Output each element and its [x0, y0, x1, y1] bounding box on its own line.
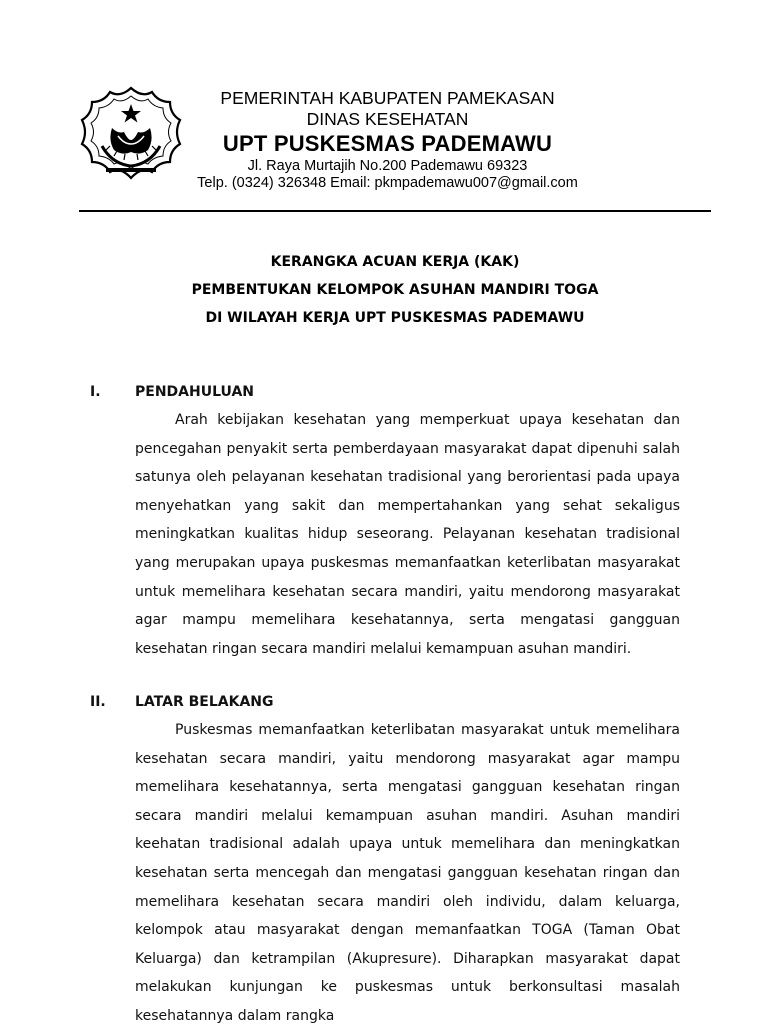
- contact-line: Telp. (0324) 326348 Email: pkmpademawu007@gmail.com: [197, 175, 578, 191]
- section-number: I.: [90, 384, 101, 400]
- section-heading: [90, 380, 680, 404]
- document-title-block: [80, 248, 710, 332]
- organization-block: [190, 88, 585, 192]
- document-subtitle: PEMBENTUKAN KELOMPOK ASUHAN MANDIRI TOGA: [191, 282, 599, 298]
- letterhead-divider: [79, 210, 711, 212]
- letterhead: [0, 0, 768, 215]
- section-pendahuluan: [90, 380, 680, 663]
- section-title: PENDAHULUAN: [135, 384, 254, 400]
- section-heading: [90, 690, 680, 714]
- address-line: Jl. Raya Murtajih No.200 Pademawu 69323: [247, 158, 528, 174]
- document-subtitle-location: DI WILAYAH KERJA UPT PUSKESMAS PADEMAWU: [205, 310, 585, 326]
- government-name: PEMERINTAH KABUPATEN PAMEKASAN: [220, 88, 555, 108]
- section-paragraph: Puskesmas memanfaatkan keterlibatan masyarakat untuk memelihara kesehatan secara mandiri, yaitu mendorong masyarakat agar mampu memelihara kesehatannya, serta mengatasi gangguan kesehatan ringan secara mandiri melalui kemampuan asuhan mandiri. Asuhan mandiri keehatan tradisional adalah upaya untuk memelihara dan meningkatkan kesehatan serta mencegah dan mengatasi gangguan kesehatan ringan dan memelihara kesehatan secara mandiri oleh individu, dalam keluarga, kelompok atau masyarakat dengan memanfaatkan TOGA (Taman Obat Keluarga) dan ketrampilan (Akupresure). Diharapkan masyarakat dapat melakukan kunjungan ke puskesmas untuk berkonsultasi masalah kesehatannya dalam rangka: [135, 722, 680, 1024]
- document-title: KERANGKA ACUAN KERJA (KAK): [270, 254, 520, 270]
- section-latar-belakang: [90, 690, 680, 1031]
- section-paragraph: Arah kebijakan kesehatan yang memperkuat upaya kesehatan dan pencegahan penyakit serta pemberdayaan masyarakat dapat dipenuhi salah satunya oleh pelayanan kesehatan tradisional yang berorientasi pada upaya menyehatkan yang sakit dan mempertahankan yang sehat sekaligus meningkatkan kualitas hidup seseorang. Pelayanan kesehatan tradisional yang merupakan upaya puskesmas memanfaatkan keterlibatan masyarakat untuk memelihara kesehatan secara mandiri, yaitu mendorong masyarakat agar mampu memelihara kesehatannya, serta mengatasi gangguan kesehatan ringan secara mandiri melalui kemampuan asuhan mandiri.: [135, 412, 680, 657]
- section-title: LATAR BELAKANG: [135, 694, 274, 710]
- regency-crest-icon: [78, 84, 184, 184]
- section-number: II.: [90, 694, 106, 710]
- institution-name: UPT PUSKESMAS PADEMAWU: [222, 131, 553, 156]
- department-name: DINAS KESEHATAN: [306, 109, 469, 129]
